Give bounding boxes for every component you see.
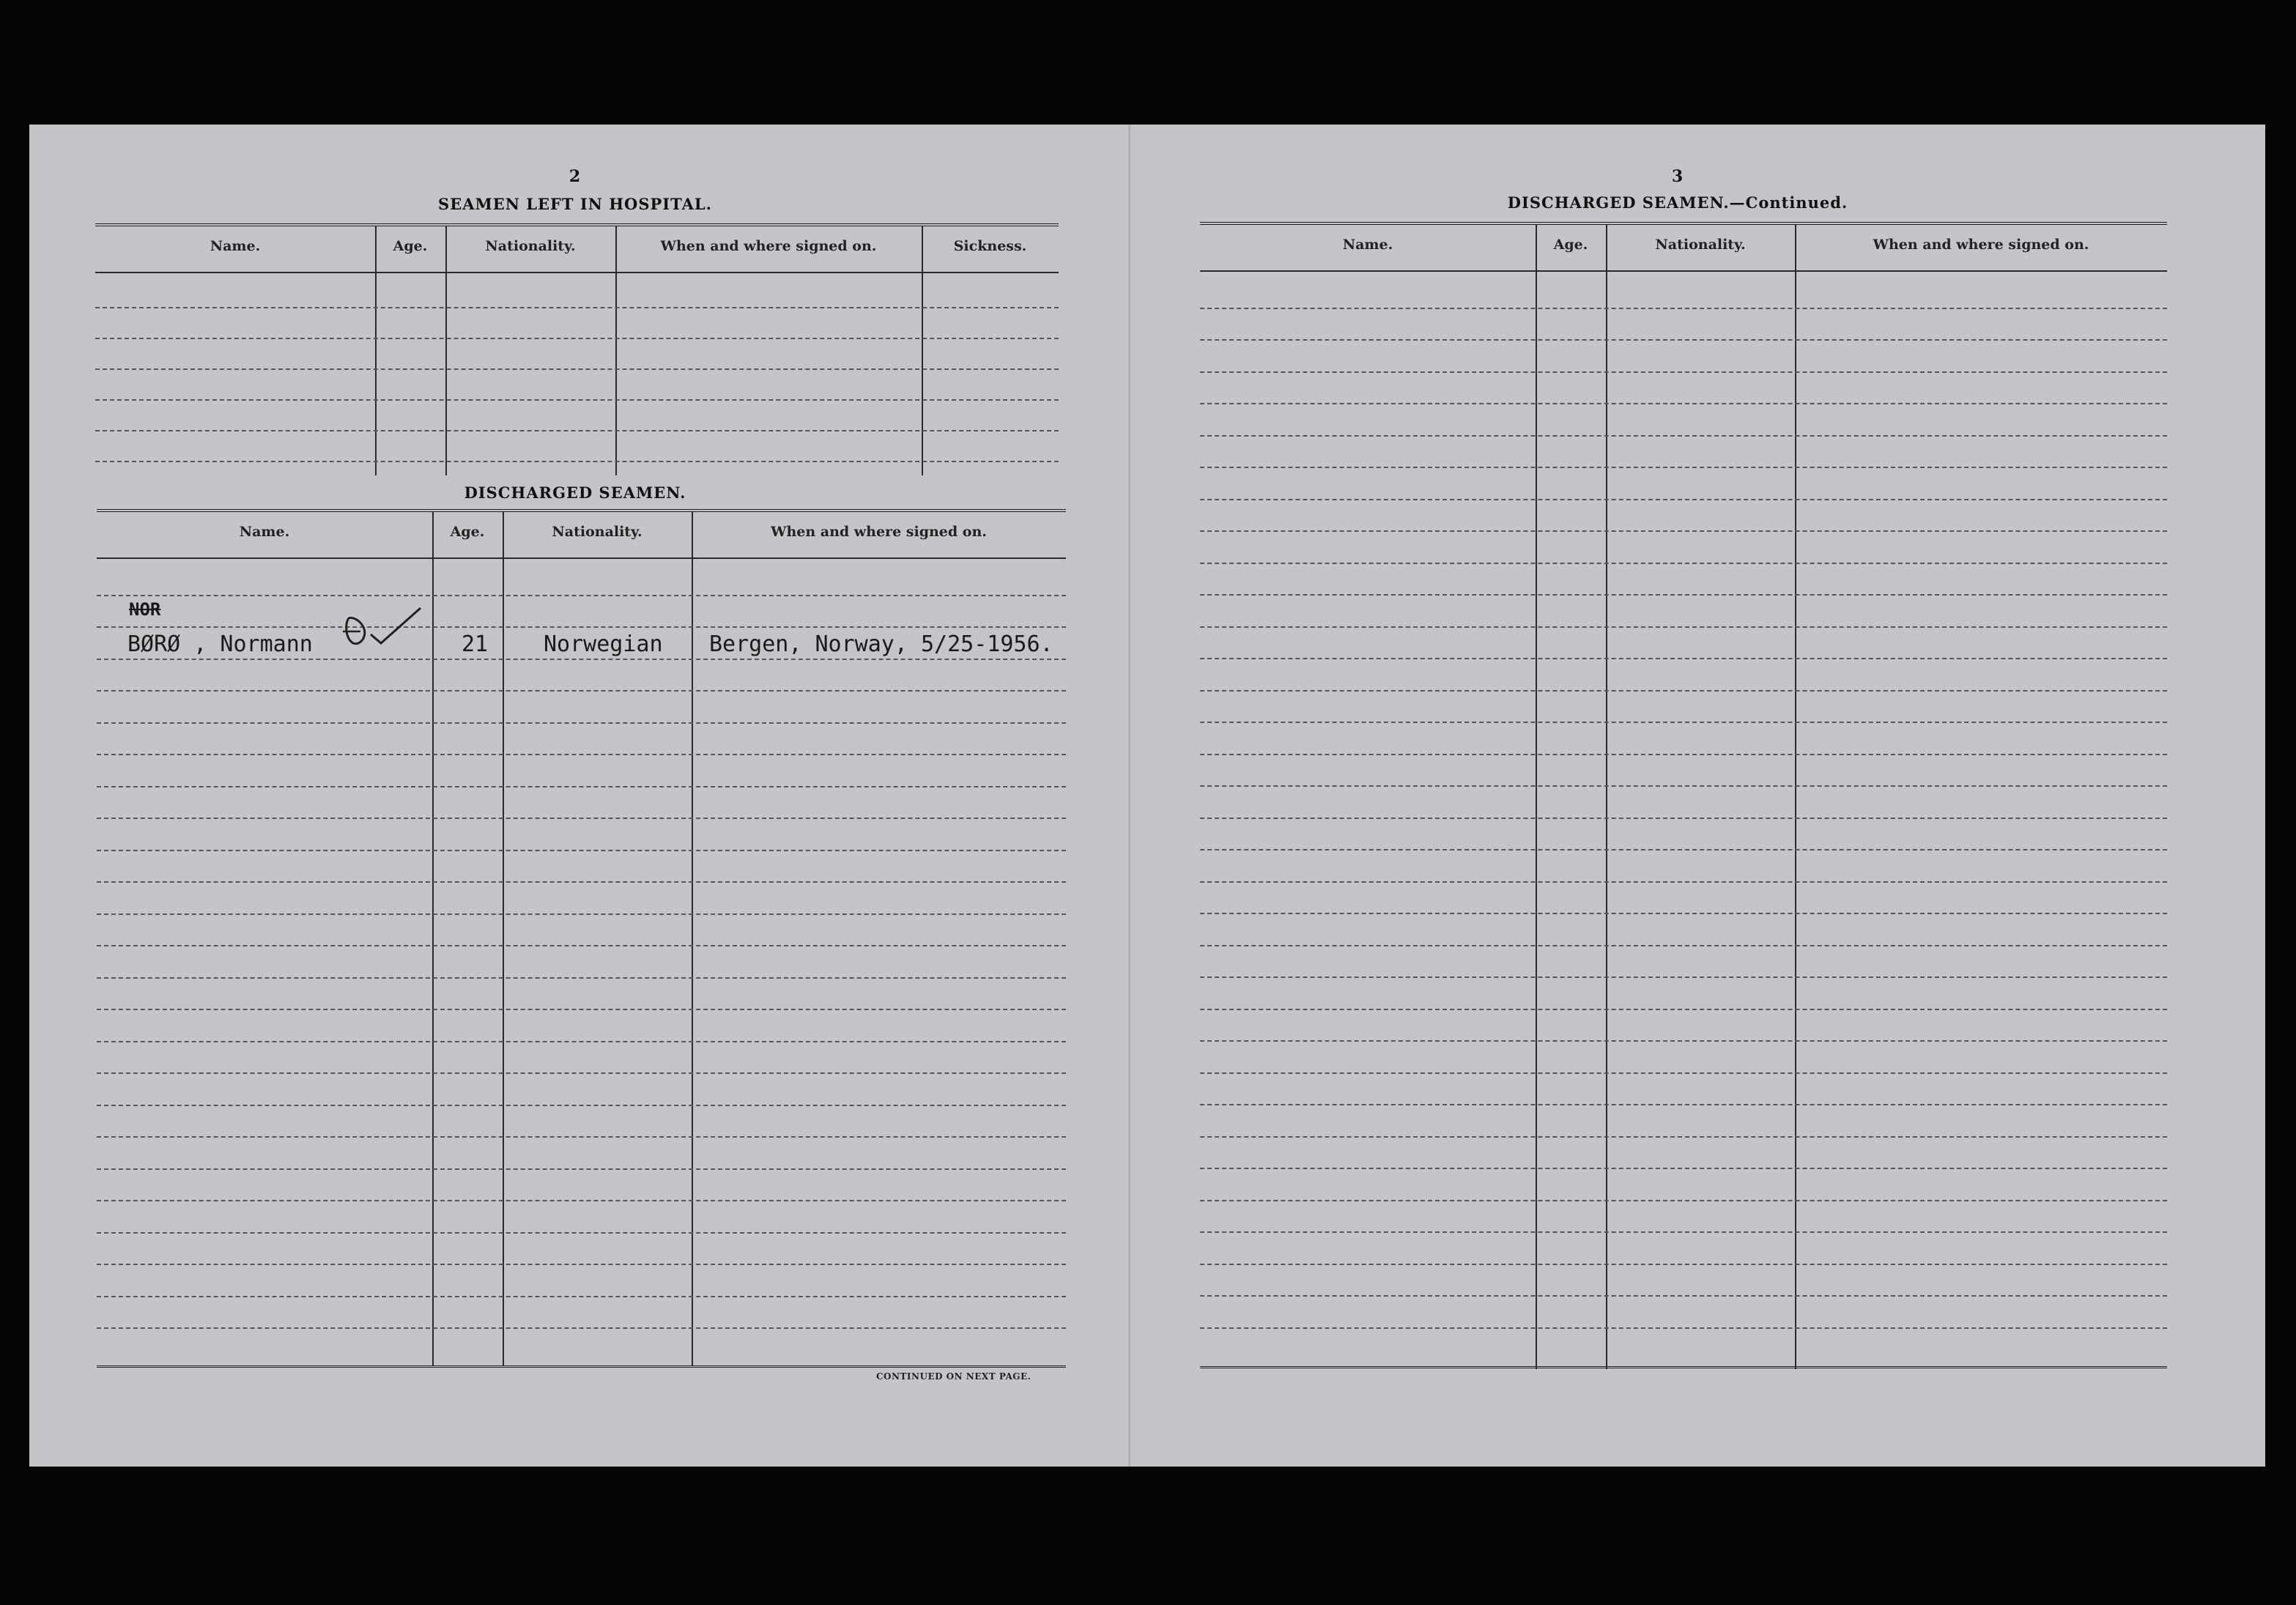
page-fold <box>1128 125 1130 1467</box>
discharged-row-line <box>97 595 1066 596</box>
continued-row-line <box>1200 563 2167 564</box>
seaman-nationality: Norwegian <box>544 631 663 657</box>
seaman-name: BØRØ , Normann <box>127 631 313 657</box>
discharged-col-divider <box>692 512 693 1365</box>
continued-row-line <box>1200 339 2167 341</box>
hospital-row-line <box>95 399 1059 401</box>
discharged-row-line <box>97 913 1066 915</box>
hospital-col-age: Age. <box>393 238 428 254</box>
hospital-col-divider <box>375 226 377 475</box>
handwritten-check-icon <box>338 602 426 653</box>
continued-row-line <box>1200 1040 2167 1042</box>
continued-row-line <box>1200 403 2167 404</box>
discharged-continued-table <box>1200 222 2167 1369</box>
continued-row-line <box>1200 1200 2167 1201</box>
hospital-table <box>95 223 1059 475</box>
discharged-row-line <box>97 945 1066 946</box>
discharged-row-line <box>97 1072 1066 1074</box>
continued-table-bottom <box>1200 1366 2167 1368</box>
discharged-row-line <box>97 1168 1066 1170</box>
hospital-row-line <box>95 368 1059 370</box>
continued-row-line <box>1200 690 2167 692</box>
discharged-row-line <box>97 1009 1066 1010</box>
continued-row-line <box>1200 530 2167 532</box>
discharged-row-line <box>97 1232 1066 1234</box>
continued-col-name: Name. <box>1342 237 1393 253</box>
discharged-row-line <box>97 1327 1066 1329</box>
discharged-row-line <box>97 1264 1066 1265</box>
continued-row-line <box>1200 499 2167 500</box>
discharged-col-signed-on: When and where signed on. <box>771 524 987 540</box>
continued-note: CONTINUED ON NEXT PAGE. <box>876 1371 1032 1382</box>
continued-row-line <box>1200 1231 2167 1233</box>
continued-row-line <box>1200 785 2167 787</box>
discharged-row-line <box>97 1296 1066 1297</box>
continued-row-line <box>1200 1168 2167 1169</box>
continued-row-line <box>1200 1072 2167 1074</box>
continued-col-signed-on: When and where signed on. <box>1873 237 2089 253</box>
continued-row-line <box>1200 881 2167 883</box>
continued-row-line <box>1200 976 2167 978</box>
hospital-col-sickness: Sickness. <box>953 238 1027 254</box>
discharged-table-header <box>97 512 1066 559</box>
continued-row-line <box>1200 1264 2167 1265</box>
continued-row-line <box>1200 594 2167 596</box>
discharged-row-line <box>97 754 1066 755</box>
discharged-row-line <box>97 1041 1066 1042</box>
continued-row-line <box>1200 371 2167 373</box>
hospital-col-nationality: Nationality. <box>485 238 576 254</box>
hospital-row-line <box>95 338 1059 339</box>
discharged-row-line <box>97 850 1066 851</box>
discharged-row-line <box>97 881 1066 883</box>
continued-row-line <box>1200 754 2167 755</box>
continued-col-nationality: Nationality. <box>1655 237 1746 253</box>
discharged-col-name: Name. <box>239 524 290 540</box>
hospital-col-name: Name. <box>210 238 261 254</box>
seaman-signed-on: Bergen, Norway, 5/25-1956. <box>709 631 1053 657</box>
discharged-row-line <box>97 1136 1066 1138</box>
right-page-number: 3 <box>1671 167 1684 186</box>
continued-row-line <box>1200 626 2167 628</box>
continued-row-line <box>1200 913 2167 914</box>
discharged-col-divider <box>503 512 504 1365</box>
hospital-col-divider <box>445 226 447 475</box>
hospital-col-signed-on: When and where signed on. <box>660 238 877 254</box>
continued-row-line <box>1200 467 2167 468</box>
continued-row-line <box>1200 722 2167 723</box>
continued-col-divider <box>1795 225 1796 1369</box>
discharged-row-line <box>97 690 1066 692</box>
continued-col-divider <box>1606 225 1607 1369</box>
continued-row-line <box>1200 1295 2167 1297</box>
struck-out-text: NOR <box>129 599 161 620</box>
continued-row-line <box>1200 1327 2167 1329</box>
hospital-col-divider <box>615 226 617 475</box>
discharged-row-line <box>97 722 1066 724</box>
continued-row-line <box>1200 435 2167 437</box>
continued-row-line <box>1200 849 2167 850</box>
hospital-row-line <box>95 307 1059 308</box>
continued-row-line <box>1200 818 2167 819</box>
discharged-row-line <box>97 818 1066 819</box>
hospital-section-title: SEAMEN LEFT IN HOSPITAL. <box>438 195 712 213</box>
discharged-continued-title: DISCHARGED SEAMEN.—Continued. <box>1507 193 1848 212</box>
discharged-row-line <box>97 626 1066 628</box>
continued-row-line <box>1200 658 2167 659</box>
seaman-age: 21 <box>462 631 489 657</box>
continued-row-line <box>1200 1009 2167 1010</box>
continued-row-line <box>1200 945 2167 946</box>
hospital-col-divider <box>922 226 923 475</box>
continued-row-line <box>1200 1136 2167 1138</box>
continued-col-age: Age. <box>1553 237 1588 253</box>
hospital-row-line <box>95 430 1059 431</box>
discharged-row-line <box>97 659 1066 660</box>
left-page-number: 2 <box>569 167 582 186</box>
continued-row-line <box>1200 1104 2167 1105</box>
discharged-table-bottom <box>97 1365 1066 1368</box>
discharged-row-line <box>97 786 1066 787</box>
hospital-row-line <box>95 461 1059 462</box>
discharged-row-line <box>97 977 1066 979</box>
discharged-row-line <box>97 1105 1066 1106</box>
discharged-continued-header <box>1200 225 2167 272</box>
continued-col-divider <box>1536 225 1537 1369</box>
discharged-col-nationality: Nationality. <box>552 524 642 540</box>
discharged-section-title: DISCHARGED SEAMEN. <box>464 483 686 502</box>
discharged-col-divider <box>432 512 434 1365</box>
continued-row-line <box>1200 308 2167 309</box>
hospital-table-header <box>95 226 1059 273</box>
discharged-col-age: Age. <box>450 524 485 540</box>
discharged-row-line <box>97 1200 1066 1201</box>
